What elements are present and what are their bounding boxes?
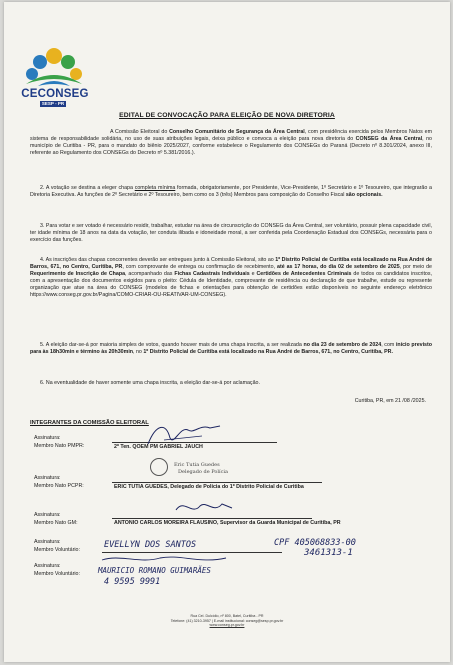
member-name: ANTONIO CARLOS MOREIRA FLAUSINO, Supervisor da Guarda Municipal de Curitiba, PR <box>114 520 341 526</box>
date-line: Curitiba, PR, em 21 /08 /2025. <box>354 398 426 404</box>
paragraph-1: A Comissão Eleitoral do Conselho Comunitário de Segurança da Área Central, com presidência exercida pelos Membros Natos em sistema de responsabilidade solidária, no uso de suas atribuições legais, deixa público e convoca a eleição para nova diretoria do CONSEG da Área Central, no município de Curitiba - PR, para o mandato do biênio 2025/2027, conforme estabelece o Regulamento dos CONSEGs do Paraná (Decreto nº 8.301/2024, anexo III, referente ao Regulamento dos CONSEGs do Decreto nº 5.381/2016.). <box>30 129 432 157</box>
handwritten-phone: 4 9595 9991 <box>104 577 161 587</box>
document-page <box>4 2 450 662</box>
member-name: ERIC TUTIA GUEDES, Delegado de Polícia do 1º Distrito Policial de Curitiba <box>114 484 304 490</box>
footer-contact: Telefone: (41) 3210-3957 | E-mail institucional: conseg@sesp.pr.gov.br <box>170 618 284 623</box>
logo-text: CECONSEG <box>21 88 89 100</box>
paragraph-4: 4. As inscrições das chapas concorrentes deverão ser entregues junto à Comissão Eleitoral, sito ao 1º Distrito Policial de Curitiba está localizado na Rua André de Barros, 671, no Centro, Curitiba, PR, com comprovante de entrega ou confirmação de recebimento, até as 17 horas, do dia 02 de setembro de 2025, por meio de Requerimento de Inscrição de Chapa, acompanhado das Fichas Cadastrais Individuais e Certidões de Antecedentes Criminais de todos os candidatos inscritos, com a apresentação dos documentos exigidos para o pleito: Cédula de Identidade, comprovante de residência ou declaração de que trabalhe, estude ou represente organização que atue na área do CONSEG (modelos de fichas e orientações para obtenção de certidões estão disponíveis no seguinte endereço eletrônico https://www.conseg.pr.gov.br/Pagina/COMO-CRIAR-OU-REATIVAR-UM-CONSEG). <box>30 257 432 299</box>
signature-label: Assinatura: <box>34 435 61 441</box>
handwritten-signature <box>174 496 234 518</box>
member-role-label: Membro Nato PCPR: <box>34 483 84 489</box>
signature-label: Assinatura: <box>34 539 61 545</box>
member-role-label: Membro Voluntário: <box>34 571 80 577</box>
signature-label: Assinatura: <box>34 475 61 481</box>
handwritten-cpf: CPF 405068833-00 <box>274 538 356 548</box>
paragraph-2: 2. A votação se destina a eleger chapa completa mínima formada, obrigatoriamente, por Presidente, Vice-Presidente, 1º Secretário e 1º Tesoureiro, que integrarão a Diretoria Executiva. As funções de 2º Secretário e 2º Tesoureiro, bem como os 3 (três) Membros para composição do Conselho Fiscal são opcionais. <box>30 185 432 199</box>
paragraph-3: 3. Para votar e ser votado é necessário residir, trabalhar, estudar na área de circunscrição do CONSEG da Área Central, ser voluntário, possuir plena capacidade civil, ter idade mínima de 18 anos na data da votação, ter conduta ilibada e idoneidade moral, a ser conferida pela Coordenação Estadual dos CONSEGs, necessária para o exercício das funções. <box>30 223 432 244</box>
footer-website-link[interactable]: www.conseg.pr.gov.br <box>209 623 245 628</box>
handwritten-signature <box>144 420 224 450</box>
signature-label: Assinatura: <box>34 563 61 569</box>
official-stamp <box>150 458 168 476</box>
stamp-name: Eric Tutia Guedes <box>174 462 220 468</box>
member-name: 2º Ten. QOEM PM GABRIEL JAUCH <box>114 444 203 450</box>
members-title: INTEGRANTES DA COMISSÃO ELEITORAL <box>30 420 149 426</box>
handwritten-signature <box>100 552 230 566</box>
paragraph-5: 5. A eleição dar-se-á por maioria simples de votos, quando houver mais de uma chapa inscrita, a ser realizada no dia 23 de setembro de 2024, com início previsto para às 18h30min e término às 20h30min, no 1º Distrito Policial de Curitiba está localizado na Rua André de Barros, 671, no Centro, Curitiba, PR. <box>30 342 432 356</box>
signature-line <box>112 518 312 519</box>
member-role-label: Membro Voluntário: <box>34 547 80 553</box>
member-role-label: Membro Nato GM: <box>34 520 78 526</box>
document-title: EDITAL DE CONVOCAÇÃO PARA ELEIÇÃO DE NOVA DIRETORIA <box>119 112 335 119</box>
paragraph-6: 6. Na eventualidade de haver somente uma chapa inscrita, a eleição dar-se-á por aclamação. <box>40 380 260 386</box>
handwritten-name: MAURICIO ROMANO GUIMARÃES <box>98 566 211 575</box>
member-role-label: Membro Nato PMPR: <box>34 443 85 449</box>
footer-address: Rua Cel. Dulcídio, nº 800, Batel, Curitiba - PR <box>190 614 264 618</box>
handwritten-phone: 3461313-1 <box>304 548 353 558</box>
handwritten-name: EVELLYN DOS SANTOS <box>104 540 197 550</box>
signature-line <box>112 482 322 483</box>
page-footer <box>4 614 450 628</box>
signature-label: Assinatura: <box>34 512 61 518</box>
stamp-role: Delegado de Polícia <box>178 469 229 475</box>
logo-subtitle: SESP - PR <box>41 101 65 106</box>
